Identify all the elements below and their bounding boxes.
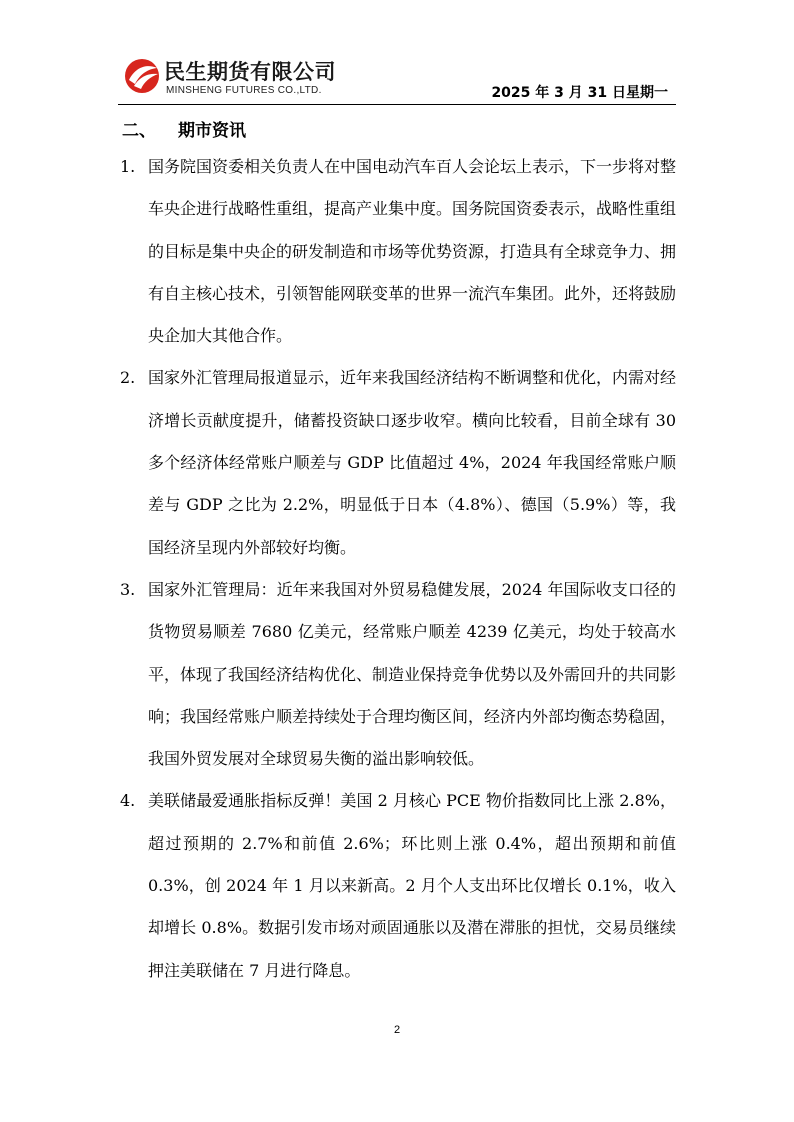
company-logo [122,56,362,100]
minsheng-logo-icon [122,56,162,96]
page-header [122,52,674,104]
company-name-cn: 民生期货有限公司 [164,60,336,84]
section-number: 二、 [122,121,156,141]
header-divider [118,104,676,105]
section-heading [122,116,246,141]
news-item-text: 国家外汇管理局：近年来我国对外贸易稳健发展，2024 年国际收支口径的货物贸易顺差 7680 亿美元，经常账户顺差 4239 亿美元，均处于较高水平，体现了我国经济结构优化、制造业保持竞争优势以及外需回升的共同影响；我国经常账户顺差持续处于合理均衡区间，经济内外部均衡态势稳固，我国外贸发展对全球贸易失衡的溢出影响较低。 [148,579,677,769]
news-item-text: 美联储最爱通胀指标反弹！美国 2 月核心 PCE 物价指数同比上涨 2.8%，超过预期的 2.7%和前值 2.6%；环比则上涨 0.4%，超出预期和前值 0.3%，创 2024 年 1 月以来新高。2 月个人支出环比仅增长 0.1%，收入却增长 0.8%。数据引发市场对顽固通胀以及潜在滞胀的担忧，交易员继续押注美联储在 7 月进行降息。 [148,791,676,980]
news-item-index: 2. [120,368,136,388]
news-item-index: 3. [120,579,136,599]
news-item-index: 4. [120,791,136,811]
news-item-text: 国务院国资委相关负责人在中国电动汽车百人会论坛上表示，下一步将对整车央企进行战略性重组，提高产业集中度。国务院国资委表示，战略性重组的目标是集中央企的研发制造和市场等优势资源，打造具有全球竞争力、拥有自主核心技术，引领智能网联变革的世界一流汽车集团。此外，还将鼓励央企加大其他合作。 [148,157,677,346]
company-name-en: MINSHENG FUTURES CO.,LTD. [166,85,322,96]
news-list [120,146,676,992]
news-item [120,569,676,780]
news-item-index: 1. [120,157,136,176]
page-number: 2 [393,1024,401,1036]
news-item [120,357,676,568]
report-date: 2025 年 3 月 31 日星期一 [491,85,668,101]
news-item [120,780,676,991]
news-item [120,146,676,357]
news-item-text: 国家外汇管理局报道显示，近年来我国经济结构不断调整和优化，内需对经济增长贡献度提升，储蓄投资缺口逐步收窄。横向比较看，目前全球有 30 多个经济体经常账户顺差与 GDP 比值超过 4%，2024 年我国经常账户顺差与 GDP 之比为 2.2%，明显低于日本（4.8%）、德国（5.9%）等，我国经济呈现内外部较好均衡。 [148,368,677,557]
section-title: 期市资讯 [178,121,246,141]
